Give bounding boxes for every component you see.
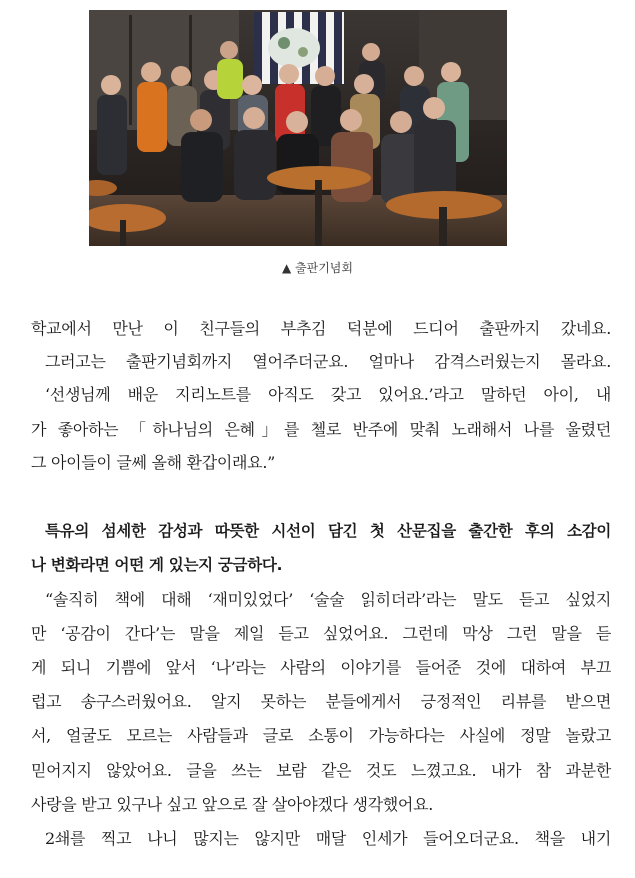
body-line: 게 되니 기쁨에 앞서 ‘나’라는 사람의 이야기를 들어준 것에 대하여 부끄 xyxy=(31,658,611,677)
interview-question-line: 특유의 섬세한 감성과 따뜻한 시선이 담긴 첫 산문집을 출간한 후의 소감이 xyxy=(45,522,611,540)
body-line: ‘선생님께 배운 지리노트를 아직도 갖고 있어요.’라고 말하던 아이, 내 xyxy=(45,385,611,404)
photo-caption: ▲ 출판기념회 xyxy=(281,261,353,275)
body-line: 럽고 송구스러웠어요. 알지 못하는 분들에게서 긍정적인 리뷰를 받으면 xyxy=(31,692,611,711)
body-line: 학교에서 만난 이 친구들의 부추김 덕분에 드디어 출판까지 갔네요. xyxy=(31,319,611,338)
body-line: 만 ‘공감이 간다’는 말을 제일 듣고 싶었어요. 그런데 막상 그런 말을 듣 xyxy=(31,624,611,643)
body-line: 사랑을 받고 있구나 싶고 앞으로 잘 살아야겠다 생각했어요. xyxy=(31,795,434,814)
body-line: 서, 얼굴도 모르는 사람들과 글로 소통이 가능하다는 사실에 정말 놀랐고 xyxy=(31,726,611,745)
body-line: 그 아이들이 글쎄 올해 환갑이래요.” xyxy=(31,453,275,472)
body-line: 2쇄를 찍고 나니 많지는 않지만 매달 인세가 들어오더군요. 책을 내기 xyxy=(45,829,611,848)
interview-question-line: 나 변화라면 어떤 게 있는지 궁금하다. xyxy=(31,556,283,574)
body-line: “솔직히 책에 대해 ‘재미있었다’ ‘술술 읽히더라’라는 말도 듣고 싶었지 xyxy=(45,590,611,609)
body-line: 가 좋아하는 「하나님의 은혜」를 첼로 반주에 맞춰 노래해서 나를 울렸던 xyxy=(31,420,611,439)
body-line: 믿어지지 않았어요. 글을 쓰는 보람 같은 것도 느꼈고요. 내가 참 과분한 xyxy=(31,761,611,780)
event-photo xyxy=(89,10,507,246)
body-line: 그러고는 출판기념회까지 열어주더군요. 얼마나 감격스러웠는지 몰라요. xyxy=(45,352,611,371)
